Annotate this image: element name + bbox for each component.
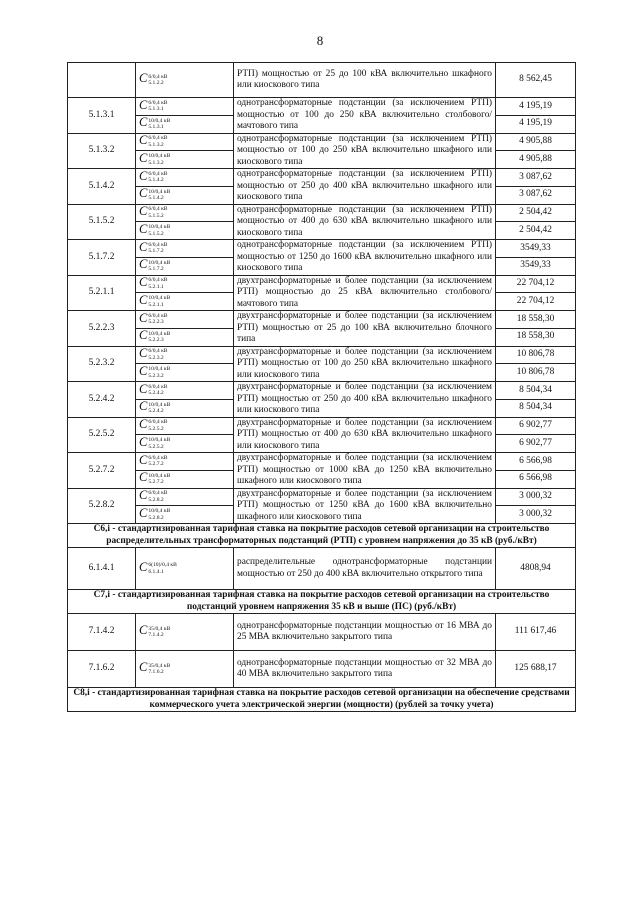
row-code: 5.2.5.2 xyxy=(68,417,136,453)
row-value: 3 000,32 xyxy=(496,488,576,506)
tariff-section-8 xyxy=(68,688,576,712)
row-description: однотрансформаторные подстанции (за исключением РТП) мощностью от 1250 до 1600 кВА включительно шкафного или киоскового типа xyxy=(234,240,496,276)
row-code: 7.1.6.2 xyxy=(68,651,136,688)
row-description: распределительные однотрансформаторные подстанции мощностью от 250 до 400 кВА включительно открытого типа xyxy=(234,548,496,590)
row-code: 5.1.4.2 xyxy=(68,169,136,205)
row-description: однотрансформаторные подстанции (за исключением РТП) мощностью от 250 до 400 кВА включительно шкафного или киоскового типа xyxy=(234,169,496,205)
row-value: 8 504,34 xyxy=(496,399,576,417)
rate-symbol: C 10/0,4 кВ 5.1.3.2 xyxy=(136,151,234,169)
section-header-row xyxy=(68,688,576,712)
row-value: 3 087,62 xyxy=(496,186,576,204)
row-value: 3549,33 xyxy=(496,257,576,275)
rate-symbol: C 6/0,4 кВ 5.1.2.2 xyxy=(136,63,234,98)
row-description: однотрансформаторные подстанции (за исключением РТП) мощностью от 400 до 630 кВА включительно шкафного или киоскового типа xyxy=(234,204,496,240)
row-description: двухтрансформаторные и более подстанции (за исключением РТП) мощностью от 1000 кВА до 1250 кВА включительно шкафного или киоскового типа xyxy=(234,453,496,489)
row-value: 4 195,19 xyxy=(496,98,576,116)
row-value: 3 000,32 xyxy=(496,506,576,524)
rate-symbol: C 6/0,4 кВ 5.2.5.2 xyxy=(136,417,234,435)
row-description: РТП) мощностью от 25 до 100 кВА включительно шкафного или киоскового типа xyxy=(234,63,496,98)
row-description: двухтрансформаторные и более подстанции (за исключением РТП) мощностью от 25 до 100 кВА включительно блочного типа xyxy=(234,311,496,347)
rate-symbol: C 6/0,4 кВ 5.2.2.3 xyxy=(136,311,234,329)
row-code xyxy=(68,63,136,98)
row-code: 7.1.4.2 xyxy=(68,614,136,651)
row-value: 18 558,30 xyxy=(496,311,576,329)
row-description: двухтрансформаторные и более подстанции (за исключением РТП) мощностью от 1250 кВА до 1600 кВА включительно шкафного или киоскового типа xyxy=(234,488,496,524)
row-value: 10 806,78 xyxy=(496,346,576,364)
rate-symbol: C 6/0,4 кВ 5.1.3.2 xyxy=(136,133,234,151)
table-row xyxy=(68,169,576,187)
tariff-section-5 xyxy=(68,63,576,524)
row-code: 5.2.7.2 xyxy=(68,453,136,489)
rate-symbol: C 10/0,4 кВ 5.2.7.2 xyxy=(136,470,234,488)
rate-symbol: C 35/0,4 кВ 7.1.6.2 xyxy=(136,651,234,688)
rate-symbol: C 10/0,4 кВ 5.1.3.1 xyxy=(136,115,234,133)
tariff-table xyxy=(67,62,576,712)
rate-symbol: C 6/0,4 кВ 5.1.4.2 xyxy=(136,169,234,187)
tariff-section-7 xyxy=(68,614,576,688)
row-value: 6 566,98 xyxy=(496,470,576,488)
table-row xyxy=(68,275,576,293)
row-value: 4 905,88 xyxy=(496,133,576,151)
table-row xyxy=(68,240,576,258)
row-value: 3549,33 xyxy=(496,240,576,258)
section-title-c7: С7,i - стандартизированная тарифная ставка на покрытие расходов сетевой организации на строительство подстанций уровнем напряжения 35 кВ и выше (ПС) (руб./кВт) xyxy=(68,590,576,614)
section-title-c6: С6,i - стандартизированная тарифная ставка на покрытие расходов сетевой организации на строительство распределительных трансформаторных подстанций (РТП) с уровнем напряжения до 35 кВ (руб./кВт) xyxy=(68,524,576,548)
rate-symbol: C 10/0,4 кВ 5.1.7.2 xyxy=(136,257,234,275)
rate-symbol: C 6(10)/0,4 кВ 6.1.4.1 xyxy=(136,548,234,590)
row-value: 3 087,62 xyxy=(496,169,576,187)
section-header-row xyxy=(68,524,576,548)
row-value: 4 195,19 xyxy=(496,115,576,133)
rate-symbol: C 10/0,4 кВ 5.1.5.2 xyxy=(136,222,234,240)
rate-symbol: C 6/0,4 кВ 5.1.3.1 xyxy=(136,98,234,116)
row-code: 5.2.1.1 xyxy=(68,275,136,311)
rate-symbol: C 10/0,4 кВ 5.2.8.2 xyxy=(136,506,234,524)
rate-symbol: C 6/0,4 кВ 5.1.5.2 xyxy=(136,204,234,222)
row-code: 5.2.4.2 xyxy=(68,382,136,418)
row-code: 5.2.2.3 xyxy=(68,311,136,347)
row-value: 111 617,46 xyxy=(496,614,576,651)
rate-symbol: C 10/0,4 кВ 5.2.4.2 xyxy=(136,399,234,417)
table-row xyxy=(68,417,576,435)
row-value: 18 558,30 xyxy=(496,328,576,346)
table-row xyxy=(68,382,576,400)
rate-symbol: C 6/0,4 кВ 5.2.3.2 xyxy=(136,346,234,364)
table-row xyxy=(68,651,576,688)
row-value: 125 688,17 xyxy=(496,651,576,688)
tariff-section-6 xyxy=(68,524,576,614)
row-value: 22 704,12 xyxy=(496,275,576,293)
row-description: однотрансформаторные подстанции мощностью от 32 МВА до 40 МВА включительно закрытого типа xyxy=(234,651,496,688)
rate-symbol: C 6/0,4 кВ 5.2.1.1 xyxy=(136,275,234,293)
rate-symbol: C 10/0,4 кВ 5.2.1.1 xyxy=(136,293,234,311)
page-number: 8 xyxy=(316,33,324,48)
row-description: однотрансформаторные подстанции (за исключением РТП) мощностью от 100 до 250 кВА включительно столбового/мачтового типа xyxy=(234,98,496,134)
row-value: 4808,94 xyxy=(496,548,576,590)
row-value: 10 806,78 xyxy=(496,364,576,382)
rate-symbol: C 10/0,4 кВ 5.1.4.2 xyxy=(136,186,234,204)
row-code: 5.2.3.2 xyxy=(68,346,136,382)
row-description: двухтрансформаторные и более подстанции (за исключением РТП) мощностью от 400 до 630 кВА включительно шкафного или киоскового типа xyxy=(234,417,496,453)
table-row xyxy=(68,204,576,222)
table-row xyxy=(68,614,576,651)
row-description: двухтрансформаторные и более подстанции (за исключением РТП) мощностью от 100 до 250 кВА включительно шкафного или киоскового типа xyxy=(234,346,496,382)
rate-symbol: C 35/0,4 кВ 7.1.4.2 xyxy=(136,614,234,651)
rate-symbol: C 6/0,4 кВ 5.1.7.2 xyxy=(136,240,234,258)
row-value: 6 902,77 xyxy=(496,417,576,435)
section-header-row xyxy=(68,590,576,614)
row-value: 6 902,77 xyxy=(496,435,576,453)
table-row xyxy=(68,548,576,590)
row-code: 5.1.3.2 xyxy=(68,133,136,169)
row-code: 5.2.8.2 xyxy=(68,488,136,524)
row-description: двухтрансформаторные и более подстанции (за исключением РТП) мощностью от 250 до 400 кВА включительно шкафного или киоскового типа xyxy=(234,382,496,418)
row-code: 5.1.3.1 xyxy=(68,98,136,134)
row-code: 6.1.4.1 xyxy=(68,548,136,590)
row-value: 4 905,88 xyxy=(496,151,576,169)
rate-symbol: C 10/0,4 кВ 5.2.2.3 xyxy=(136,328,234,346)
row-description: однотрансформаторные подстанции мощностью от 16 МВА до 25 МВА включительно закрытого типа xyxy=(234,614,496,651)
row-value: 22 704,12 xyxy=(496,293,576,311)
row-description: однотрансформаторные подстанции (за исключением РТП) мощностью от 100 до 250 кВА включительно шкафного или киоскового типа xyxy=(234,133,496,169)
rate-symbol: C 6/0,4 кВ 5.2.4.2 xyxy=(136,382,234,400)
table-row xyxy=(68,488,576,506)
table-row xyxy=(68,311,576,329)
row-value: 8 504,34 xyxy=(496,382,576,400)
row-code: 5.1.7.2 xyxy=(68,240,136,276)
rate-symbol: C 10/0,4 кВ 5.2.3.2 xyxy=(136,364,234,382)
table-row xyxy=(68,63,576,98)
row-value: 2 504,42 xyxy=(496,204,576,222)
row-value: 8 562,45 xyxy=(496,63,576,98)
rate-symbol: C 10/0,4 кВ 5.2.5.2 xyxy=(136,435,234,453)
table-row xyxy=(68,346,576,364)
table-row xyxy=(68,453,576,471)
table-row xyxy=(68,98,576,116)
rate-symbol: C 6/0,4 кВ 5.2.8.2 xyxy=(136,488,234,506)
row-value: 6 566,98 xyxy=(496,453,576,471)
table-row xyxy=(68,133,576,151)
row-value: 2 504,42 xyxy=(496,222,576,240)
section-title-c8: С8,i - стандартизированная тарифная ставка на покрытие расходов сетевой организации на обеспечение средствами коммерческого учета электрической энергии (мощности) (рублей за точку учета) xyxy=(68,688,576,712)
row-description: двухтрансформаторные и более подстанции (за исключением РТП) мощностью до 25 кВА включительно столбового/мачтового типа xyxy=(234,275,496,311)
row-code: 5.1.5.2 xyxy=(68,204,136,240)
rate-symbol: C 6/0,4 кВ 5.2.7.2 xyxy=(136,453,234,471)
